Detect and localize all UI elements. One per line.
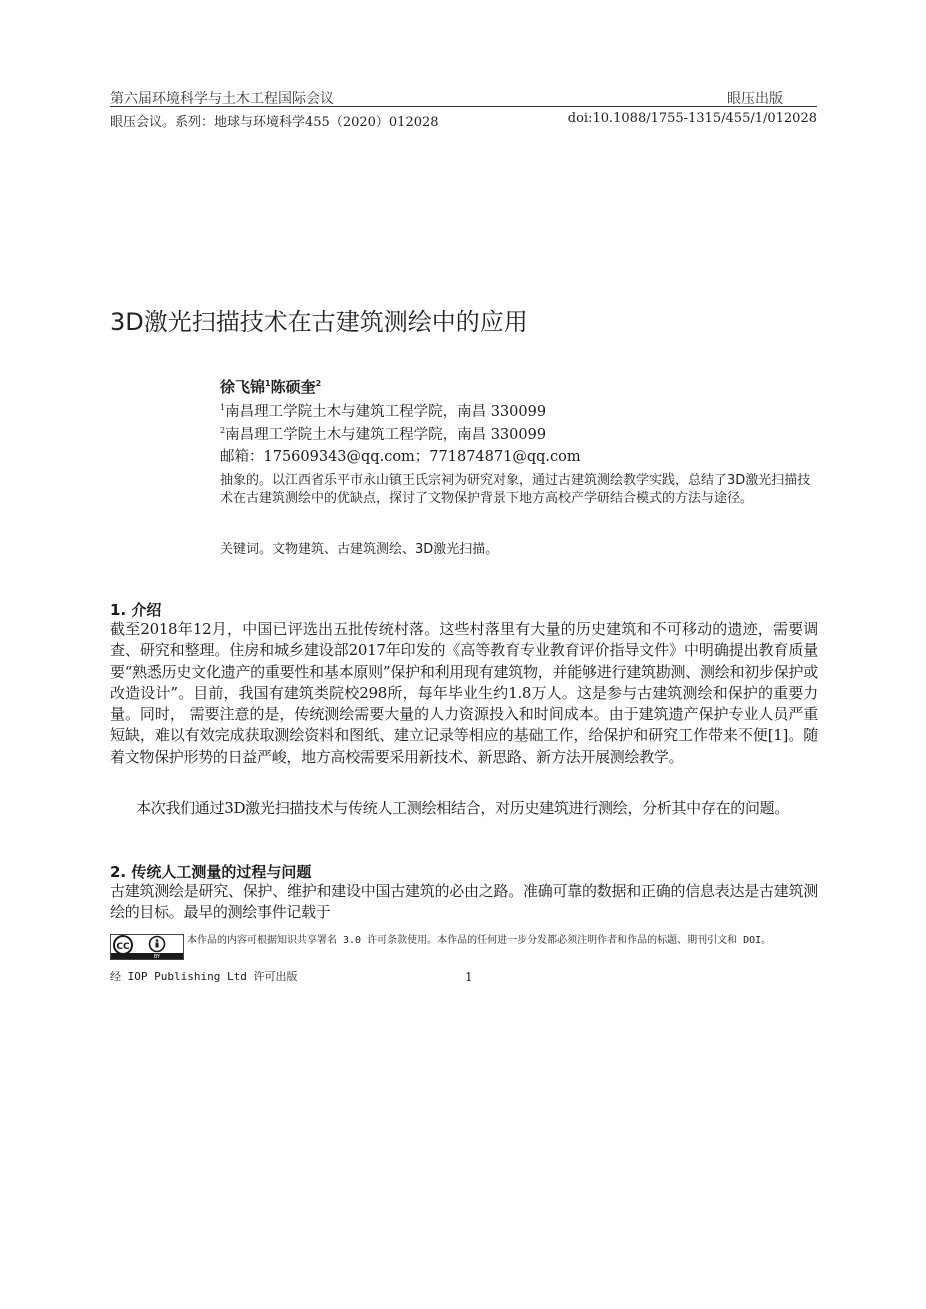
affiliation-text: 南昌理工学院土木与建筑工程学院，南昌 330099 [225,404,547,420]
running-header [110,88,817,107]
paper-title: 3D激光扫描技术在古建筑测绘中的应用 [110,308,528,336]
abstract: 抽象的。以江西省乐平市永山镇王氏宗祠为研究对象，通过古建筑测绘教学实践，总结了3D激光扫描技术在古建筑测绘中的优缺点，探讨了文物保护背景下地方高校产学研结合模式的方法与途径。 [220,473,811,506]
author-name: 徐飞锦 [220,378,266,396]
author-email: 邮箱：175609343@qq.com；771874871@qq.com [220,449,581,465]
author-sup: 2 [315,379,322,388]
license-statement: 本作品的内容可根据知识共享署名 3.0 许可条款使用。本作品的任何进一步分发都必须注明作者和作品的标题、期刊引文和 DOI。 [187,935,772,946]
affiliation-sup: 2 [220,426,226,436]
keywords: 关键词。文物建筑、古建筑测绘、3D激光扫描。 [220,542,499,557]
publisher-short: 眼压出版 [727,91,783,107]
by-glyph: BY [153,954,161,959]
publisher-line: 经 IOP Publishing Ltd 许可出版 [110,970,298,983]
doi-link[interactable]: doi:10.1088/1755-1315/455/1/012028 [567,111,817,126]
body-paragraph: 截至2018年12月，中国已评选出五批传统村落。这些村落里有大量的历史建筑和不可移动的遗迹，需要调查、研究和整理。住房和城乡建设部2017年印发的《高等教育专业教育评价指导文件》中明确提出教育质量要“熟悉历史文化遗产的重要性和基本原则”保护和利用现有建筑物，并能够进行建筑勘测、测绘和初步保护或改造设计”。目前，我国有建筑类院校298所，每年毕业生约1.8万人。这是参与古建筑测绘和保护的重要力量。同时， 需要注意的是，传统测绘需要大量的人力资源投入和时间成本。由于建筑遗产保护专业人员严重短缺，难以有效完成获取测绘资料和图纸、建立记录等相应的基础工作，给保护和研究工作带来不便[1]。随着文物保护形势的日益严峻，地方高校需要采用新技术、新思路、新方法开展测绘教学。 [110,620,818,766]
affiliation [220,423,546,444]
cc-by-icon [111,935,183,959]
conference-name: 第六届环境科学与土木工程国际会议 [110,91,334,107]
cc-glyph: CC [116,942,130,952]
affiliation-sup: 1 [220,403,226,413]
affiliation [220,400,546,421]
affiliation-text: 南昌理工学院土木与建筑工程学院，南昌 330099 [225,427,547,443]
section-heading: 1. 介绍 [110,601,162,619]
author-list [220,376,321,397]
series-citation: 眼压会议。系列：地球与环境科学455（2020）012028 [110,115,439,130]
body-paragraph: 本次我们通过3D激光扫描技术与传统人工测绘相结合，对历史建筑进行测绘，分析其中存在的问题。 [136,799,790,817]
section-heading: 2. 传统人工测量的过程与问题 [110,863,312,881]
body-paragraph: 古建筑测绘是研究、保护、维护和建设中国古建筑的必由之路。准确可靠的数据和正确的信息表达是古建筑测绘的目标。最早的测绘事件记载于 [110,882,818,922]
page-number: 1 [465,970,473,984]
cc-by-license-badge[interactable] [110,934,184,960]
author-sup: 1 [265,379,271,388]
author-name: 陈硕奎 [270,378,316,396]
